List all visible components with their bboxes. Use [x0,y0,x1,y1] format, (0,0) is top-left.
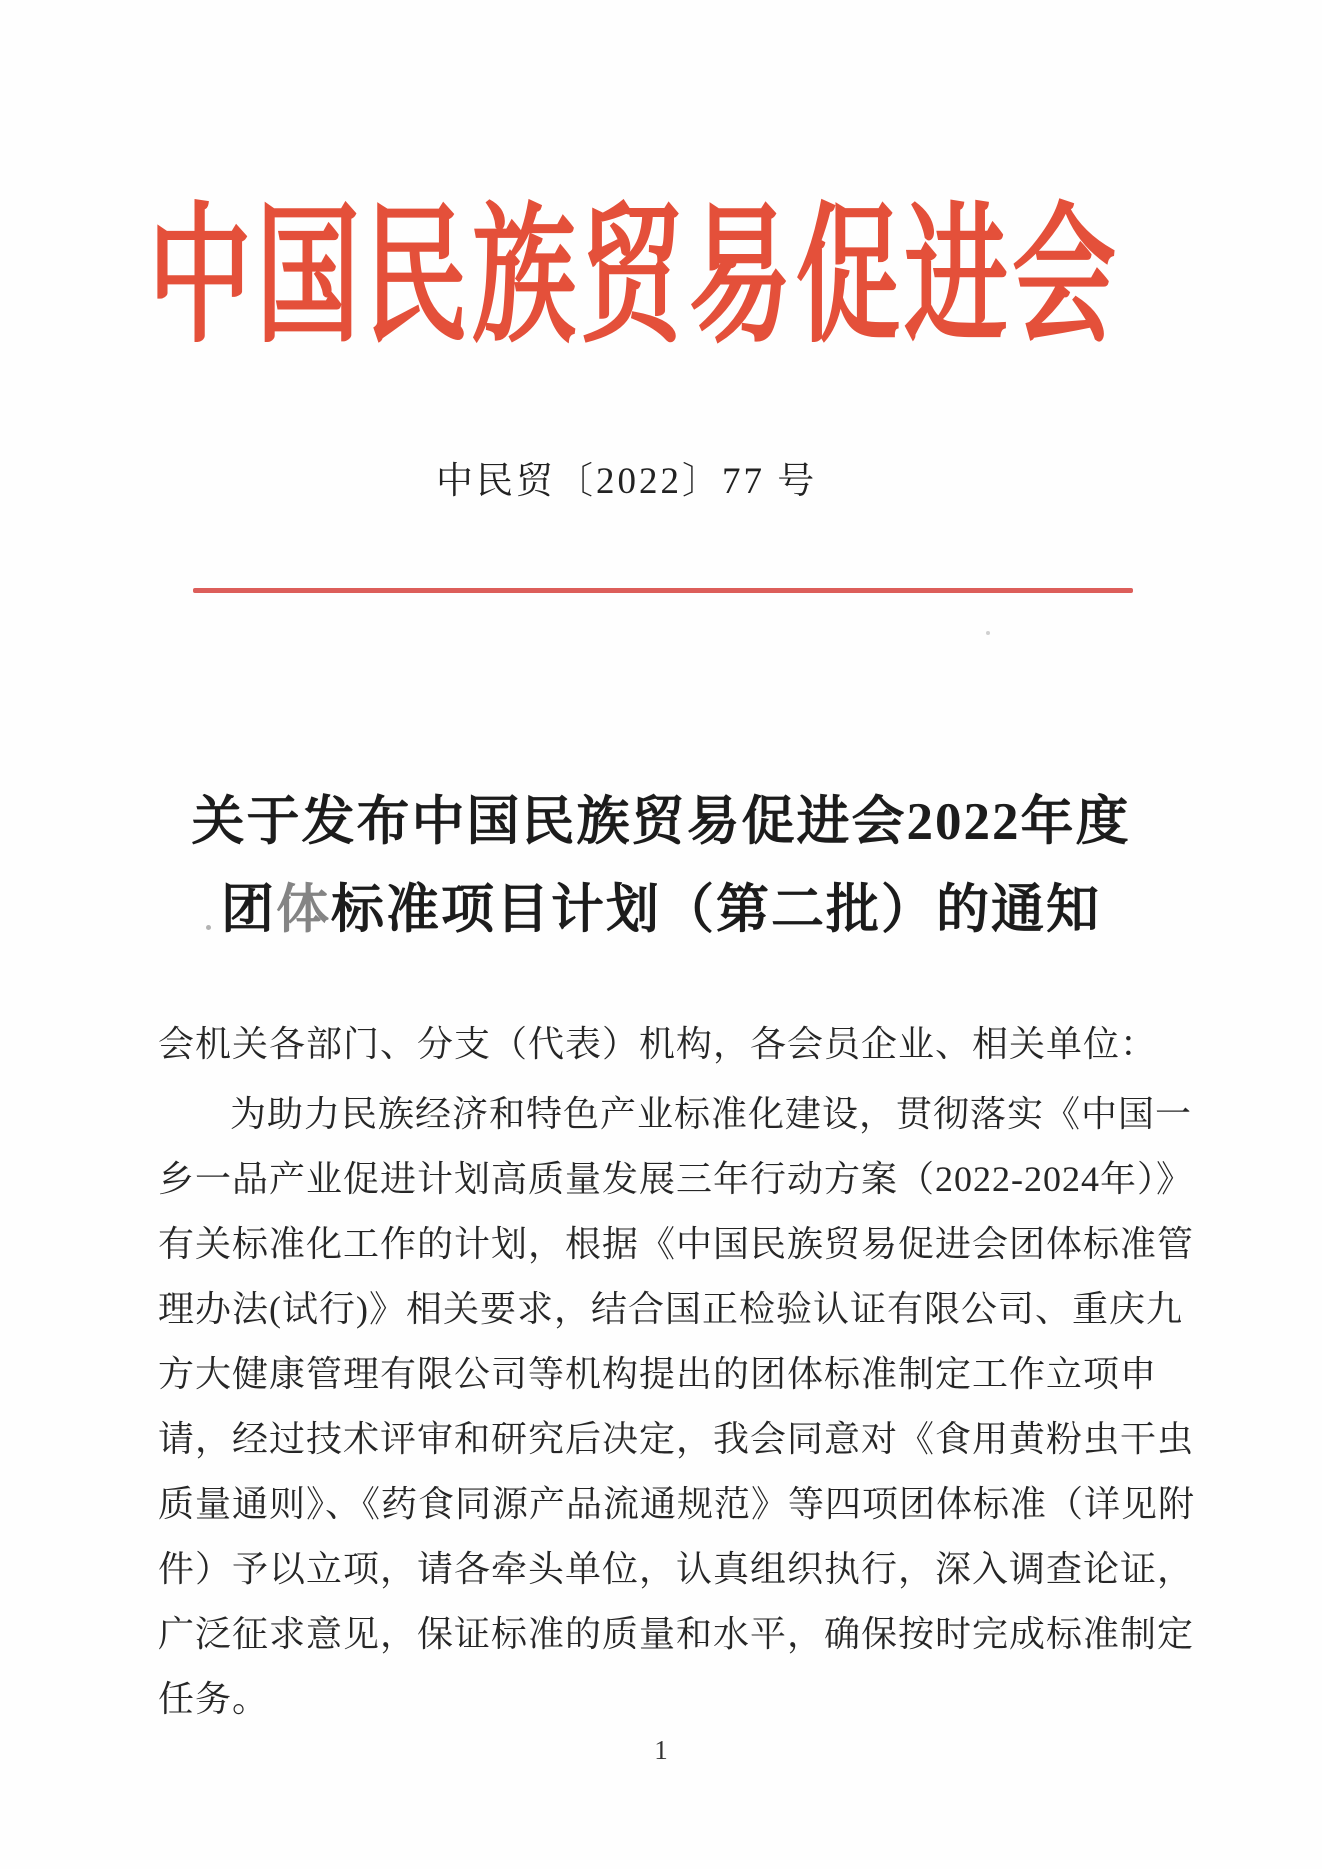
scan-speck [986,631,990,635]
salutation-line: 会机关各部门、分支（代表）机构，各会员企业、相关单位： [158,1024,1158,1064]
scan-speck [206,925,211,930]
body-line: 为助力民族经济和特色产业标准化建设，贯彻落实《中国一 [230,1094,1193,1134]
body-line: 任务。 [158,1679,270,1719]
body-line: 有关标准化工作的计划，根据《中国民族贸易促进会团体标准管 [158,1224,1195,1264]
notice-title [0,778,1322,954]
title-line-2 [0,866,1322,954]
body-line: 乡一品产业促进计划高质量发展三年行动方案（2022-2024年）》 [158,1159,1193,1199]
title-line-2-faded-char: 体 [276,881,331,939]
document-number: 中民贸〔2022〕77 号 [436,461,818,502]
body-line: 件）予以立项，请各牵头单位，认真组织执行，深入调查论证， [158,1549,1195,1589]
body-line: 质量通则》、《药食同源产品流通规范》等四项团体标准（详见附 [158,1484,1196,1524]
org-masthead: 中国民族贸易促进会 [148,194,1121,362]
title-line-1: 关于发布中国民族贸易促进会2022年度 [191,793,1131,851]
title-line-2-part1: 团 [221,881,276,939]
body-line: 理办法(试行)》相关要求，结合国正检验认证有限公司、重庆九 [158,1289,1183,1329]
page-number: 1 [654,1735,668,1765]
title-line-2-part3: 标准项目计划（第二批）的通知 [331,881,1101,939]
body-line: 请，经过技术评审和研究后决定，我会同意对《食用黄粉虫干虫 [158,1419,1195,1459]
body-line: 广泛征求意见，保证标准的质量和水平，确保按时完成标准制定 [158,1614,1195,1654]
red-header-rule [193,588,1133,593]
body-paragraph [158,1082,1196,1732]
body-line: 方大健康管理有限公司等机构提出的团体标准制定工作立项申 [158,1354,1158,1394]
